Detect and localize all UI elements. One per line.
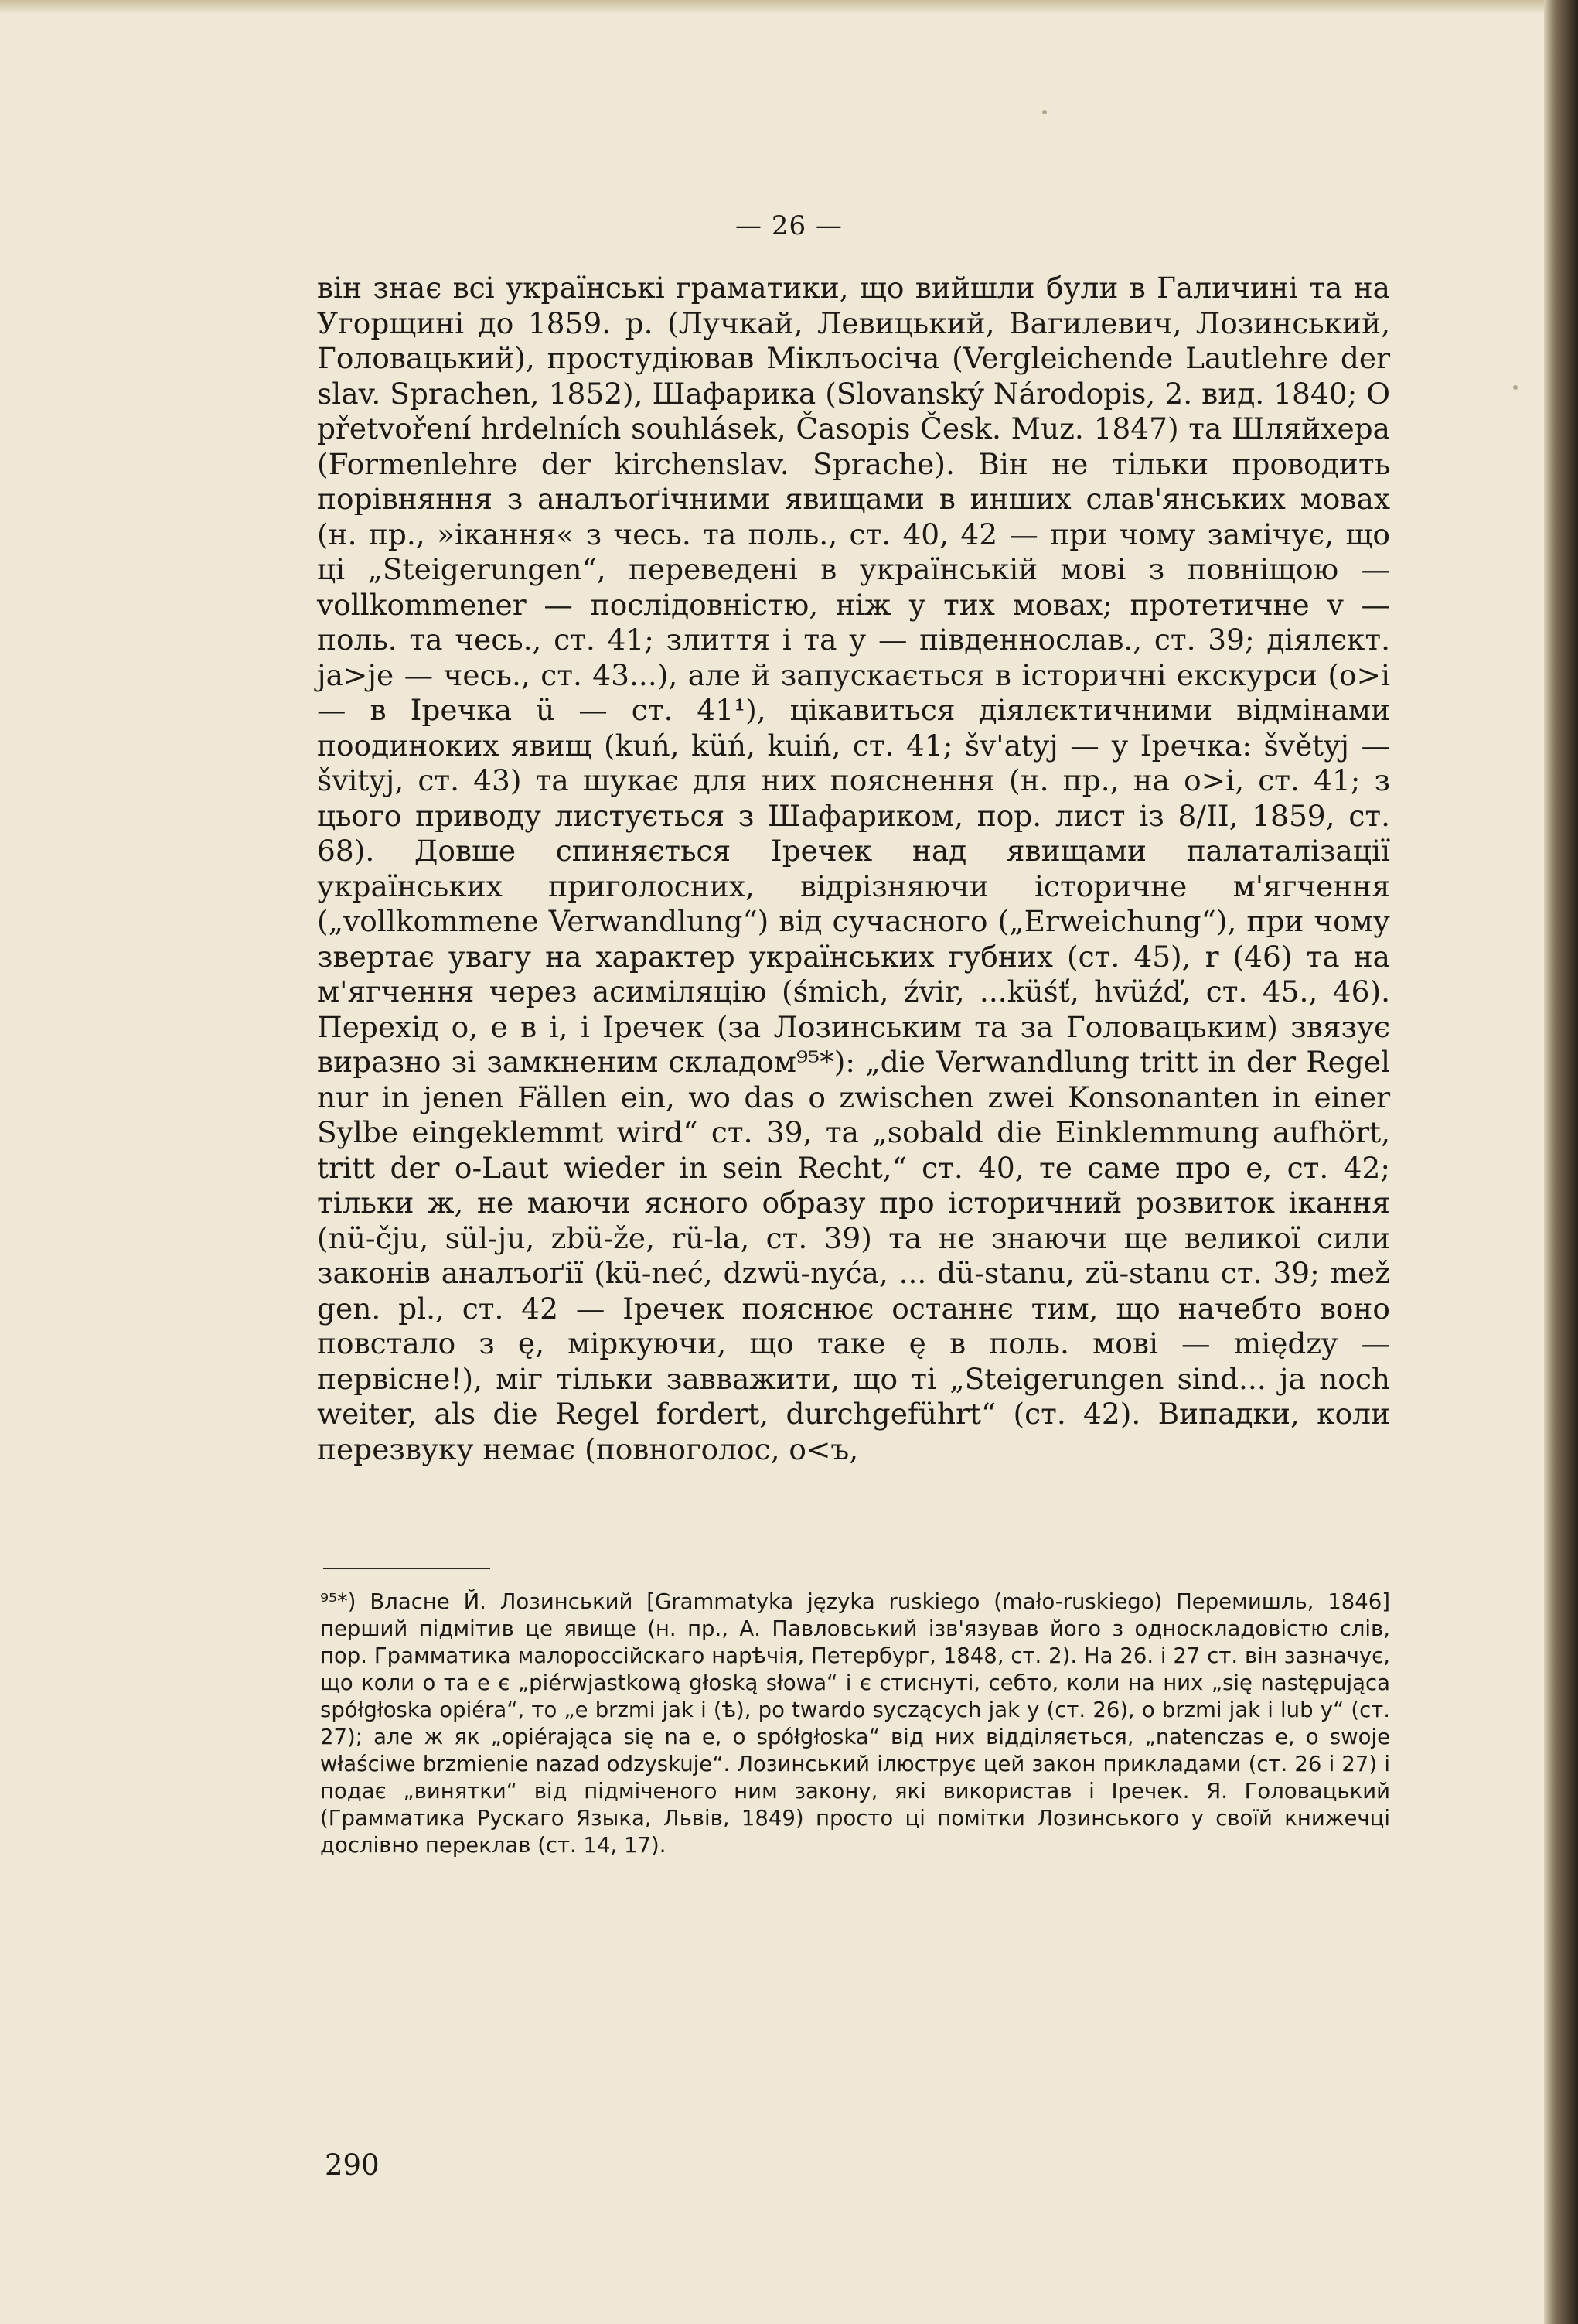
folio-page-number: 290 (325, 2148, 380, 2182)
paper-speck (1513, 385, 1518, 390)
page-right-edge-shadow (1544, 0, 1578, 2324)
running-header-page-number: — 26 — (735, 210, 843, 241)
page-top-shadow (0, 0, 1578, 14)
paper-speck (1042, 110, 1047, 114)
footnote-separator-rule (323, 1568, 490, 1569)
main-body-text: він знає всі українські граматики, що вийшли були в Галичині та на Угорщині до 1859. р. (Лучкай, Левицький, Вагилевич, Лозинський, Головацький), простудіював Міклъосіча (Vergleichende Lautlehre der slav. Sprachen, 1852), Шафарика (Slovanský Národopis, 2. вид. 1840; O přetvoření hrdelních souhlásek, Časopis Česk. Muz. 1847) та Шляйхера (Formenlehre der kirchenslav. Sprache). Він не тільки проводить порівняння з аналъоґічними явищами в инших слав'янських мовах (н. пр., »ікання« з чесь. та поль., ст. 40, 42 — при чому замічує, що ці „Steigerungen“, переведені в українській мові з повніщою — vollkommener — послідовністю, ніж у тих мовах; протетичне v — поль. та чесь., ст. 41; злиття і та у — південнослав., ст. 39; діялєкт. ja>je — чесь., ст. 43...), але й запускається в історичні екскурси (o>i — в Іречка ü — ст. 41¹), цікавиться діялєктичними відмінами поодиноких явищ (kuń, küń, kuiń, ст. 41; šv'atyj — у Іречка: švětyj — švityj, ст. 43) та шукає для них пояснення (н. пр., на o>i, ст. 41; з цього приводу листується з Шафариком, пор. лист із 8/II, 1859, ст. 68). Довше спиняється Іречек над явищами палаталізації українських приголосних, відрізняючи історичне м'ягчення („vollkommene Verwandlung“) від сучасного („Erweichung“), при чому звертає увагу на характер українських губних (ст. 45), r (46) та на м'ягчення через асиміляцію (śmich, źvir, ...küśť, hvüźď, ст. 45., 46). Перехід о, е в і, і Іречек (за Лозинським та за Головацьким) звязує виразно зі замкненим складом⁹⁵*): „die Verwandlung tritt in der Regel nur in jenen Fällen ein, wo das o zwischen zwei Konsonanten in einer Sylbe eingeklemmt wird“ ст. 39, та „sobald die Einklemmung aufhört, tritt der o-Laut wieder in sein Recht,“ ст. 40, те саме про е, ст. 42; тільки ж, не маючи ясного образу про історичний розвиток ікання (nü-čju, sül-ju, zbü-že, rü-la, ст. 39) та не знаючи ще великої сили законів аналъоґії (kü-neć, dzwü-nyća, ... dü-stanu, zü-stanu ст. 39; mež gen. pl., ст. 42 — Іречек пояснює останнє тим, що начебто воно повстало з ę, міркуючи, що таке ę в поль. мові — między — первісне!), міг тільки завважити, що ті „Steigerungen sind... ja noch weiter, als die Regel fordert, durchgeführt“ (ст. 42). Випадки, коли перезвуку немає (повноголос, o<ъ, (317, 271, 1390, 1466)
footnote-text: ⁹⁵*) Власне Й. Лозинський [Grammatyka języka ruskiego (mało-ruskiego) Перемишль, 1846] перший підмітив це явище (н. пр., А. Павловський ізв'язував його з односкладовістю слів, пор. Грамматика малороссійскаго нарѣчія, Петербург, 1848, ст. 2). На 26. і 27 ст. він зазначує, що коли о та е є „piérwjastkową głoską słowa“ і є стиснуті, себто, коли на них „się następująca spółgłoska opiéra“, то „e brzmi jak i (ѣ), po twardo syczących jak y (ст. 26), o brzmi jak i lub y“ (ст. 27); але ж як „opiérająca się na e, o spółgłoska“ від них відділяється, „natenczas e, o swoje właściwe brzmienie nazad odzyskuje“. Лозинський ілюструє цей закон прикладами (ст. 26 і 27) і подає „винятки“ від підміченого ним закону, які використав і Іречек. Я. Головацький (Грамматика Рускаго Языка, Львів, 1849) просто ці помітки Лозинського у своїй книжечці дослівно переклав (ст. 14, 17). (320, 1589, 1390, 1858)
